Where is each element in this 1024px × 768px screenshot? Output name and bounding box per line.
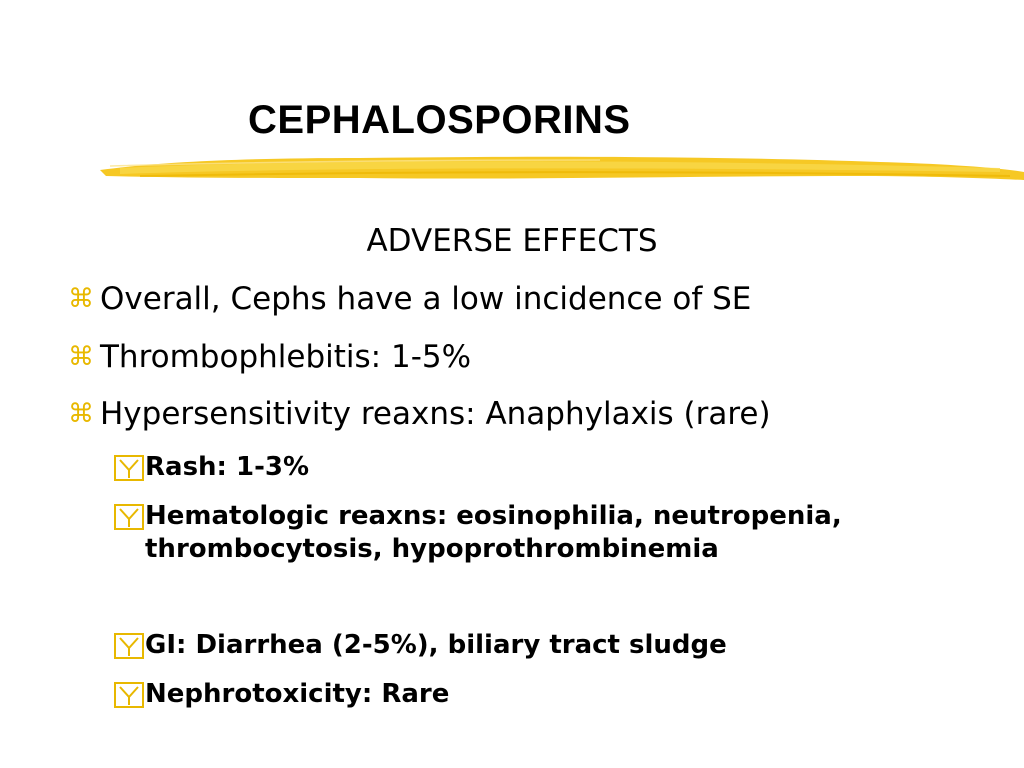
bullet-text: Overall, Cephs have a low incidence of SE bbox=[100, 281, 752, 317]
bullet-text: Hypersensitivity reaxns: Anaphylaxis (rare) bbox=[100, 396, 771, 432]
yen-box-icon bbox=[113, 500, 145, 533]
sub-bullet-item bbox=[113, 678, 845, 711]
sub-bullet-text: GI: Diarrhea (2-5%), biliary tract sludge bbox=[145, 630, 727, 660]
bullet-item bbox=[62, 278, 751, 320]
command-key-icon: ⌘ bbox=[68, 342, 94, 372]
bullet-item bbox=[62, 336, 471, 378]
highlighter-stroke-decoration bbox=[100, 146, 1024, 188]
sub-bullet-text: Nephrotoxicity: Rare bbox=[145, 679, 450, 709]
sub-bullet-item bbox=[113, 629, 845, 662]
bullet-text: Thrombophlebitis: 1-5% bbox=[100, 339, 472, 375]
command-key-icon: ⌘ bbox=[68, 284, 94, 314]
command-key-icon: ⌘ bbox=[68, 399, 94, 429]
yen-box-icon bbox=[113, 678, 145, 711]
yen-box-icon bbox=[113, 629, 145, 662]
sub-bullet-text: Rash: 1-3% bbox=[145, 452, 310, 482]
sub-bullet-item bbox=[113, 451, 845, 484]
sub-bullet-text: Hematologic reaxns: eosinophilia, neutropenia, thrombocytosis, hypoprothrombinemia bbox=[145, 501, 842, 564]
slide-title: CEPHALOSPORINS bbox=[248, 98, 631, 142]
slide-subtitle: ADVERSE EFFECTS bbox=[366, 223, 658, 259]
sub-bullet-item bbox=[113, 500, 845, 566]
bullet-item bbox=[62, 393, 771, 435]
yen-box-icon bbox=[113, 451, 145, 484]
